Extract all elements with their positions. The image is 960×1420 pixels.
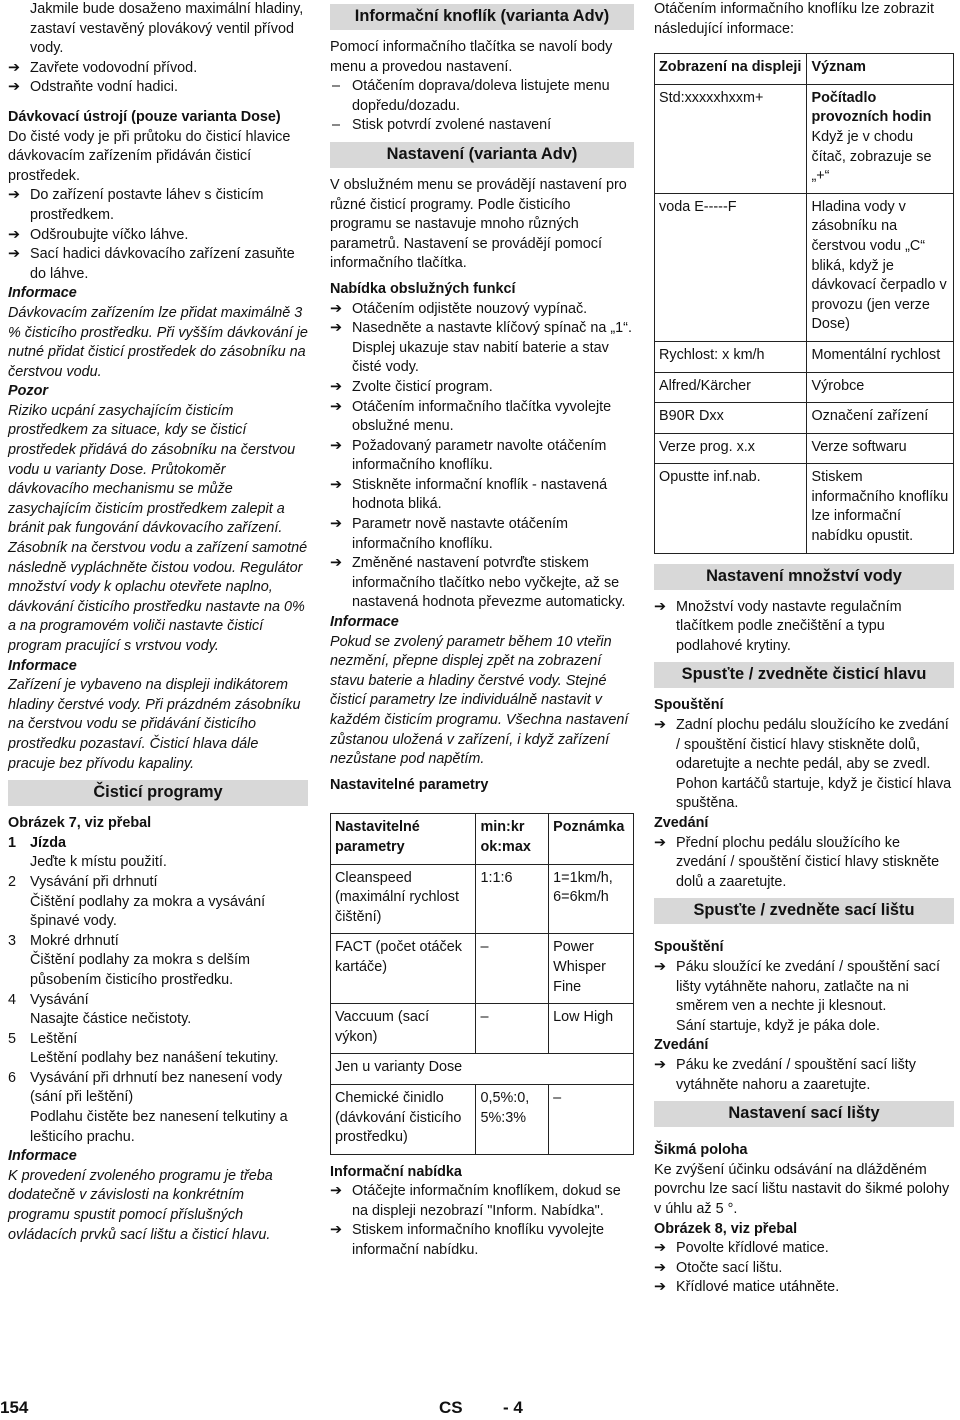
info-label: Informace bbox=[8, 657, 77, 674]
dash-item: – Stisk potvrdí zvolené nastavení bbox=[330, 116, 634, 136]
section-heading-box: Informační knoflík (varianta Adv) bbox=[330, 4, 634, 30]
display-info-table bbox=[654, 53, 954, 553]
section-heading: Dávkovací ústrojí (pouze varianta Dose) bbox=[8, 108, 281, 125]
paragraph: Jakmile bude dosaženo maximální hladiny, zastaví vestavěný plovákový ventil přívod vody. bbox=[30, 1, 304, 57]
table-header: Poznámka bbox=[549, 814, 634, 864]
info-label: Informace bbox=[330, 614, 399, 631]
table-row bbox=[655, 193, 954, 341]
display-text-cell: Rychlost: x km/h bbox=[655, 341, 807, 372]
meaning-text: Momentální rychlost bbox=[811, 346, 941, 363]
meaning-cell bbox=[807, 464, 954, 553]
table-cell: – bbox=[549, 1084, 634, 1154]
sub-heading: Zvedání bbox=[654, 815, 709, 831]
warning-text: Riziko ucpání zasychajícím čisticím prostředkem za situace, kdy se čisticí prostředek přidává do zásobníku na čerstvou vodu u varianty Dose. Průtokoměr dávkovacího mechanismu se může zasychajícím čisticím prostředkem zalepit a bránit pak fungování dávkovacího zařízení. Zásobník na čerstvou vodu a zařízení samotné následně vypláchněte čistou vodou. Regulátor množství vody k oplachu otevřete naplno, dávkování čisticího prostředku nastavte na 0% a na programovém voliči nastavte čisticí program pracující s vrstvou vody. bbox=[8, 402, 308, 654]
step: ➔ Stiskem informačního knoflíku vyvolejte informační nabídku. bbox=[330, 1221, 634, 1260]
table-row bbox=[331, 934, 634, 1004]
program-item bbox=[8, 1069, 308, 1147]
step: ➔ Do zařízení postavte láhev s čisticím prostředkem. bbox=[8, 186, 308, 225]
display-text-cell: Std:xxxxxhxxm+ bbox=[655, 84, 807, 193]
table-header: Nastavitelné parametry bbox=[331, 814, 476, 864]
info-label: Informace bbox=[8, 1148, 77, 1165]
section-heading-box: Čisticí programy bbox=[8, 780, 308, 806]
paragraph: Otáčením informačního knoflíku lze zobrazit následující informace: bbox=[654, 1, 934, 37]
table-row bbox=[655, 464, 954, 553]
sub-heading: Zvedání bbox=[654, 1037, 709, 1054]
table-row bbox=[655, 341, 954, 372]
table-row bbox=[655, 372, 954, 403]
table-header: Význam bbox=[807, 54, 954, 85]
column-left bbox=[8, 0, 308, 1245]
program-item bbox=[8, 932, 308, 991]
step-note: Pohon kartáčů startuje, když je čisticí hlava spuštěna. bbox=[676, 775, 952, 812]
program-number: 5 bbox=[8, 1030, 17, 1047]
step: ➔ Otáčením odjistěte nouzový vypínač. bbox=[330, 300, 634, 320]
program-description: Čištění podlahy za mokra s delším působením čisticího prostředku. bbox=[30, 952, 250, 988]
table-span-cell: Jen u varianty Dose bbox=[331, 1054, 634, 1085]
table-header: min:kr ok:max bbox=[476, 814, 549, 864]
column-right bbox=[654, 0, 954, 1298]
table-row bbox=[331, 1054, 634, 1085]
program-title bbox=[8, 932, 308, 952]
program-title bbox=[8, 1069, 308, 1108]
table-cell: Chemické činidlo (dávkování čisticího prostředku) bbox=[331, 1084, 476, 1154]
sub-heading: Spouštění bbox=[654, 939, 724, 956]
table-row bbox=[331, 1084, 634, 1154]
program-number: 1 bbox=[8, 834, 17, 851]
step: ➔ Zavřete vodovodní přívod. bbox=[8, 59, 308, 79]
column-middle bbox=[330, 0, 634, 1261]
figure-reference: Obrázek 7, viz přebal bbox=[8, 815, 152, 832]
meaning-cell bbox=[807, 84, 954, 193]
program-title-text: Vysávání při drhnutí bez nanesení vody (sání při leštění) bbox=[30, 1069, 283, 1106]
section-number: - 4 bbox=[503, 1398, 523, 1417]
table-cell: – bbox=[476, 1004, 549, 1054]
table-header-row bbox=[331, 814, 634, 864]
table-row bbox=[655, 84, 954, 193]
paragraph: V obslužném menu se provádějí nastavení pro různé čisticí programy. Podle čisticího programu se nastavuje mnoho různých parametrů. Nastavení se provádějí pomocí informačního tlačítka. bbox=[330, 176, 627, 272]
program-title-text: Jízda bbox=[30, 834, 66, 851]
step: ➔ Páku sloužící ke zvedání / spouštění sací lišty vytáhněte nahoru, zatlačte na ni směrem ven a nechte ji klesnout. bbox=[654, 958, 954, 1017]
meaning-text: Stiskem informačního knoflíku lze informační nabídku opustit. bbox=[811, 469, 949, 545]
program-title bbox=[8, 834, 308, 854]
table-header: Zobrazení na displeji bbox=[655, 54, 807, 85]
program-title-text: Vysávání při drhnutí bbox=[30, 873, 158, 890]
step: ➔ Změněné nastavení potvrďte stiskem informačního tlačítko nebo vyčkejte, až se nastavená hodnota převezme automaticky. bbox=[330, 554, 634, 613]
display-text-cell: B90R Dxx bbox=[655, 403, 807, 434]
program-number: 2 bbox=[8, 873, 17, 890]
page-number: 154 bbox=[0, 1398, 29, 1417]
step: ➔ Otáčejte informačním knoflíkem, dokud se na displeji nezobrazí "Inform. Nabídka". bbox=[330, 1182, 634, 1221]
program-title bbox=[8, 1030, 308, 1050]
table-cell: FACT (počet otáček kartáče) bbox=[331, 934, 476, 1004]
parameters-table bbox=[330, 813, 634, 1154]
language-code: CS bbox=[439, 1398, 463, 1417]
program-number: 3 bbox=[8, 932, 17, 949]
step: ➔ Požadovaný parametr navolte otáčením informačního knoflíku. bbox=[330, 437, 634, 476]
section-heading: Nabídka obslužných funkcí bbox=[330, 280, 516, 297]
table-cell: Vaccuum (sací výkon) bbox=[331, 1004, 476, 1054]
program-item bbox=[8, 834, 308, 873]
meaning-text: Když je v chodu čítač, zobrazuje se „+“ bbox=[811, 128, 932, 185]
program-title-text: Mokré drhnutí bbox=[30, 932, 119, 949]
info-text: Pokud se zvolený parametr během 10 vteřin nezmění, přepne displej zpět na zobrazení stavu baterie a hladiny čerstvé vody. Stejné čisticí parametry lze individuálně nastavit v každém čisticím programu. Všechna nastavení zůstanou uložená v zařízení, i když zařízení nezůstane pod napětím. bbox=[330, 633, 629, 768]
section-heading-box: Nastavení (varianta Adv) bbox=[330, 142, 634, 168]
step: ➔ Povolte křídlové matice. bbox=[654, 1239, 954, 1259]
program-list bbox=[8, 834, 308, 1148]
program-description: Podlahu čistěte bez nanesení telkutiny a lešticího prachu. bbox=[30, 1109, 288, 1145]
table-row bbox=[331, 1004, 634, 1054]
meaning-cell bbox=[807, 403, 954, 434]
table-cell: Low High bbox=[549, 1004, 634, 1054]
step: ➔ Nasedněte a nastavte klíčový spínač na „1“. bbox=[330, 319, 634, 339]
meaning-text: Hladina vody v zásobníku na čerstvou vodu „C“ bliká, když je dávkovací čerpadlo v provozu (jen verze Dose) bbox=[811, 198, 947, 333]
sub-heading: Spouštění bbox=[654, 697, 724, 714]
step-note: Sání startuje, když je páka dole. bbox=[676, 1017, 880, 1034]
meaning-cell bbox=[807, 193, 954, 341]
meaning-cell bbox=[807, 372, 954, 403]
step: ➔ Otočte sací lištu. bbox=[654, 1259, 954, 1279]
program-title-text: Leštění bbox=[30, 1030, 78, 1047]
step: ➔ Křídlové matice utáhněte. bbox=[654, 1278, 954, 1298]
step: ➔ Stiskněte informační knoflík - nastavená hodnota bliká. bbox=[330, 476, 634, 515]
section-heading: Informační nabídka bbox=[330, 1163, 462, 1180]
table-cell: Cleanspeed (maximální rychlost čištění) bbox=[331, 864, 476, 934]
step: ➔ Zvolte čisticí program. bbox=[330, 378, 634, 398]
paragraph: Do čisté vody je při průtoku do čisticí hlavice dávkovacím zařízením přidáván čisticí prostředek. bbox=[8, 128, 291, 184]
step-note: Displej ukazuje stav nabití baterie a stav čisté vody. bbox=[352, 339, 609, 376]
step: ➔ Přední plochu pedálu sloužícího ke zvedání / spouštění čisticí hlavy stiskněte dolů a zaaretujte. bbox=[654, 834, 954, 893]
section-heading-box: Spusťte / zvedněte sací lištu bbox=[654, 898, 954, 924]
sub-heading: Šikmá poloha bbox=[654, 1142, 748, 1159]
step: ➔ Páku ke zvedání / spouštění sací lišty vytáhněte nahoru a zaaretujte. bbox=[654, 1056, 954, 1095]
meaning-cell bbox=[807, 341, 954, 372]
program-item bbox=[8, 991, 308, 1030]
info-text: Zařízení je vybaveno na displeji indikátorem hladiny čerstvé vody. Při prázdném zásobníku na čerstvou vodu se přidávání čisticího prostředku pozastaví. Čisticí hlava dále pracuje bez přívodu kapaliny. bbox=[8, 677, 301, 772]
warning-label: Pozor bbox=[8, 383, 48, 400]
table-cell: 1=1km/h, 6=6km/h bbox=[549, 864, 634, 934]
step: ➔ Parametr nově nastavte otáčením informačního knoflíku. bbox=[330, 515, 634, 554]
step: ➔ Otáčením informačního tlačítka vyvolejte obslužné menu. bbox=[330, 398, 634, 437]
step: ➔ Odstraňte vodní hadici. bbox=[8, 78, 308, 98]
section-heading: Nastavitelné parametry bbox=[330, 776, 489, 793]
step: ➔ Sací hadici dávkovacího zařízení zasuňte do láhve. bbox=[8, 245, 308, 284]
program-description: Nasajte částice nečistoty. bbox=[30, 1011, 192, 1028]
meaning-text: Verze softwaru bbox=[811, 438, 907, 455]
program-title-text: Vysávání bbox=[30, 991, 89, 1008]
display-text-cell: Opustte inf.nab. bbox=[655, 464, 807, 553]
table-row bbox=[655, 433, 954, 464]
meaning-cell bbox=[807, 433, 954, 464]
meaning-text: Výrobce bbox=[811, 377, 865, 394]
program-item bbox=[8, 873, 308, 932]
display-text-cell: Verze prog. x.x bbox=[655, 433, 807, 464]
paragraph: Ke zvýšení účinku odsávání na dlážděném povrchu lze sací lištu nastavit do šikmé polohy v úhlu až 5 °. bbox=[654, 1161, 950, 1217]
info-text: Dávkovacím zařízením lze přidat maximálně 3 % čisticího prostředku. Při vyšším dávkování je nutné přidat čisticí prostředek do zásobníku na čerstvou vodu. bbox=[8, 304, 308, 380]
display-text-cell: Alfred/Kärcher bbox=[655, 372, 807, 403]
paragraph: Pomocí informačního tlačítka se navolí body menu a provedou nastavení. bbox=[330, 39, 613, 75]
display-text-cell: voda E-----F bbox=[655, 193, 807, 341]
step: ➔ Odšroubujte víčko láhve. bbox=[8, 226, 308, 246]
program-description: Čištění podlahy za mokra a vysávání špinavé vody. bbox=[30, 893, 266, 930]
figure-reference: Obrázek 8, viz přebal bbox=[654, 1220, 798, 1237]
step: ➔ Množství vody nastavte regulačním tlačítkem podle znečištění a typu podlahové krytiny. bbox=[654, 598, 954, 657]
program-number: 4 bbox=[8, 991, 17, 1008]
table-cell: 1:1:6 bbox=[476, 864, 549, 934]
program-title bbox=[8, 873, 308, 893]
table-cell: – bbox=[476, 934, 549, 1004]
meaning-text: Označení zařízení bbox=[811, 408, 929, 425]
section-heading-box: Spusťte / zvedněte čisticí hlavu bbox=[654, 662, 954, 688]
table-cell: 0,5%:0, 5%:3% bbox=[476, 1084, 549, 1154]
table-row bbox=[331, 864, 634, 934]
info-label: Informace bbox=[8, 285, 77, 302]
dash-item: – Otáčením doprava/doleva listujete menu dopředu/dozadu. bbox=[330, 77, 634, 116]
program-number: 6 bbox=[8, 1069, 17, 1086]
program-description: Jeďte k místu použití. bbox=[30, 854, 167, 871]
program-item bbox=[8, 1030, 308, 1069]
program-title bbox=[8, 991, 308, 1011]
table-cell: Power Whisper Fine bbox=[549, 934, 634, 1004]
program-description: Leštění podlahy bez nanášení tekutiny. bbox=[30, 1050, 279, 1067]
step: ➔ Zadní plochu pedálu sloužícího ke zvedání / spouštění čisticí hlavy stiskněte dolů, odaretujte a nechte pedál, aby se zvedl. bbox=[654, 716, 954, 775]
meaning-bold: Počítadlo provozních hodin bbox=[811, 89, 932, 126]
info-text: K provedení zvoleného programu je třeba dodatečně v závislosti na konkrétním programu spustit pomocí příslušných ovládacích prvků sací lištu a čisticí hlavu. bbox=[8, 1167, 273, 1243]
table-header-row bbox=[655, 54, 954, 85]
section-heading-box: Nastavení sací lišty bbox=[654, 1101, 954, 1127]
section-heading-box: Nastavení množství vody bbox=[654, 564, 954, 590]
table-row bbox=[655, 403, 954, 434]
